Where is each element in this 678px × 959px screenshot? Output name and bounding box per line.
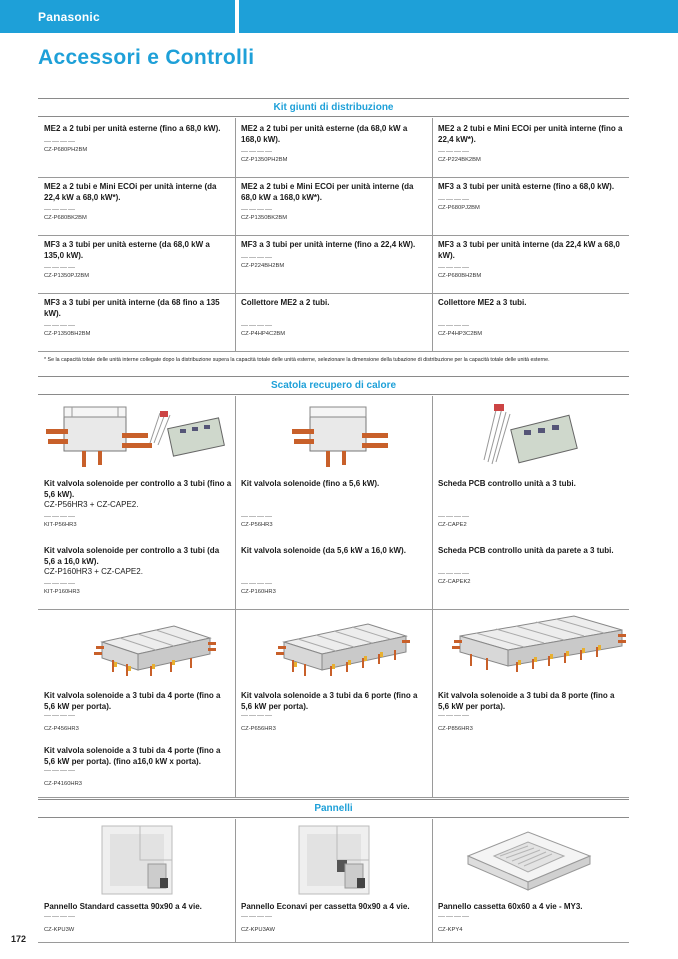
heat-item-title: Kit valvola solenoide (da 5,6 kW a 16,0 kW). [241, 546, 406, 555]
8-port-valve-kit-image [452, 614, 628, 676]
cassette-panel-image [458, 826, 598, 896]
dash-separator: ———— [44, 206, 76, 213]
kit-item-code: CZ-P4HP3C2BM [438, 330, 483, 337]
kit-item [38, 240, 235, 280]
heat-item [38, 546, 235, 596]
kit-item [235, 124, 432, 164]
heat-col-divider-2 [432, 396, 433, 798]
dash-separator: ———— [241, 579, 273, 587]
dash-separator: ———— [241, 148, 273, 155]
kit-item-title: ME2 a 2 tubi e Mini ECOi per unità interne (da 68,0 kW a 168,0 kW*). [241, 182, 414, 202]
kit-item-code: CZ-P224BH2BM [241, 262, 285, 269]
kit-item [235, 240, 432, 270]
dash-separator: ———— [44, 767, 76, 774]
kit-item [38, 298, 235, 338]
dash-separator: ———— [241, 206, 273, 213]
kit-row-divider [38, 351, 629, 352]
heat-item-code: CZ-P856HR3 [438, 726, 473, 732]
dash-separator: ———— [438, 912, 470, 920]
heat-item [38, 691, 235, 733]
heat-item-title: Kit valvola solenoide a 3 tubi da 4 porte (fino a 5,6 kW per porta). [44, 691, 221, 711]
dash-separator: ———— [438, 569, 470, 577]
heat-item-components: CZ-P160HR3 + CZ-CAPE2. [44, 567, 143, 576]
dash-separator: ———— [438, 321, 470, 329]
heat-item-title: Scheda PCB controllo unità a 3 tubi. [438, 479, 576, 488]
kit-item-code: CZ-P224BK2BM [438, 157, 481, 163]
pcb-board-image [476, 400, 586, 475]
dash-separator: ———— [44, 912, 76, 920]
heat-item-code: KIT-P160HR3 [44, 589, 80, 595]
panel-item [38, 902, 235, 934]
panel-item-title: Pannello Standard cassetta 90x90 a 4 vie. [44, 902, 202, 911]
bar-divider [235, 0, 239, 33]
panel-item-code: CZ-KPU3W [44, 926, 75, 933]
heat-item-code: CZ-P56HR3 [241, 521, 273, 528]
top-bar [0, 0, 678, 33]
page-title: Accessori e Controlli [38, 46, 255, 69]
solenoid-valve-image [290, 403, 390, 473]
heat-item [235, 479, 432, 529]
panel-item-title: Pannello Econavi per cassetta 90x90 a 4 vie. [241, 902, 410, 911]
kit-item [235, 298, 432, 338]
kit-item-title: Collettore ME2 a 3 tubi. [438, 298, 527, 307]
kit-item-title: MF3 a 3 tubi per unità interne (da 68 fino a 135 kW). [44, 298, 220, 318]
panels-section-heading: Pannelli [38, 799, 629, 818]
heat-item-title: Kit valvola solenoide a 3 tubi da 4 porte (fino a 5,6 kW per porta). (fino a16,0 kW x porta). [44, 746, 221, 766]
heat-item-title: Kit valvola solenoide per controllo a 3 tubi (fino a 5,6 kW). [44, 479, 232, 499]
dash-separator: ———— [44, 322, 76, 329]
kit-item-code: CZ-P1350BK2BM [241, 215, 288, 221]
standard-panel-image [100, 824, 174, 896]
panel-item [432, 902, 629, 934]
heat-item-code: CZ-P160HR3 [241, 588, 276, 595]
dash-separator: ———— [241, 512, 273, 520]
kit-item-code: CZ-P680BH2BM [438, 273, 482, 279]
kit-row-divider [38, 293, 629, 294]
econavi-panel-image [297, 824, 371, 896]
heat-item-title: Scheda PCB controllo unità da parete a 3 tubi. [438, 546, 614, 555]
dash-separator: ———— [241, 321, 273, 329]
kit-item-title: ME2 a 2 tubi per unità esterne (da 68,0 kW a 168,0 kW). [241, 124, 408, 144]
heat-row-divider [38, 797, 629, 798]
dash-separator: ———— [44, 580, 76, 587]
kit-item-code: CZ-P1350BH2BM [44, 331, 91, 337]
heat-item-code: CZ-P456HR3 [44, 726, 79, 732]
4-port-valve-kit-image [90, 622, 218, 678]
kit-item-code: CZ-P1350PH2BM [241, 157, 288, 163]
heat-item [235, 691, 432, 733]
solenoid-valve-kit-image [42, 403, 227, 473]
page-number: 172 [11, 934, 27, 944]
kit-item [235, 182, 432, 222]
kit-item [432, 124, 629, 164]
dash-separator: ———— [241, 712, 273, 719]
kit-item-title: ME2 a 2 tubi e Mini ECOi per unità interne (da 22,4 kW a 68,0 kW*). [44, 182, 217, 202]
heat-item-title: Kit valvola solenoide (fino a 5,6 kW). [241, 479, 380, 488]
dash-separator: ———— [241, 912, 273, 920]
dash-separator: ———— [438, 264, 470, 271]
kit-item-code: CZ-P4HP4C2BM [241, 330, 286, 337]
heat-item [38, 479, 235, 529]
heat-item-title: Kit valvola solenoide per controllo a 3 tubi (da 5,6 a 16,0 kW). [44, 546, 220, 566]
brand-logo: Panasonic [38, 10, 100, 24]
heat-item [432, 546, 629, 586]
dash-separator: ———— [438, 512, 470, 520]
kit-item-code: CZ-P680PJ2BM [438, 204, 480, 211]
panel-item-code: CZ-KPU3AW [241, 926, 275, 933]
kit-item [38, 124, 235, 154]
heat-item-title: Kit valvola solenoide a 3 tubi da 8 porte (fino a 5,6 kW per porta). [438, 691, 615, 711]
panel-item-title: Pannello cassetta 60x60 a 4 vie - MY3. [438, 902, 583, 911]
heat-section-heading: Scatola recupero di calore [38, 376, 629, 395]
kit-item-title: Collettore ME2 a 2 tubi. [241, 298, 330, 307]
kit-item [38, 182, 235, 222]
dash-separator: ———— [438, 712, 470, 719]
kit-item-code: CZ-P680BK2BM [44, 215, 87, 221]
dash-separator: ———— [44, 137, 76, 145]
kit-item-code: CZ-P1350PJ2BM [44, 273, 90, 279]
kit-item-title: ME2 a 2 tubi per unità esterne (fino a 68,0 kW). [44, 124, 221, 133]
dash-separator: ———— [241, 253, 273, 261]
heat-item-title: Kit valvola solenoide a 3 tubi da 6 porte (fino a 5,6 kW per porta). [241, 691, 418, 711]
kit-item [432, 182, 629, 212]
heat-item-code: CZ-CAPE2 [438, 521, 467, 528]
heat-item-code: KIT-P56HR3 [44, 522, 77, 528]
kit-item-title: MF3 a 3 tubi per unità interne (fino a 22,4 kW). [241, 240, 416, 249]
heat-item-code: CZ-P4160HR3 [44, 781, 83, 787]
heat-item [432, 479, 629, 529]
heat-row-divider [38, 609, 629, 610]
dash-separator: ———— [44, 264, 76, 271]
footnote: * Se la capacità totale delle unità interne collegate dopo la distribuzione supera la capacità totale delle unità esterne, selezionare la dimensione della tubazione di distribuzione per la capacità totale delle unità esterne. [44, 357, 550, 363]
panel-item-code: CZ-KPY4 [438, 926, 463, 933]
kit-item [432, 298, 629, 338]
kit-item-code: CZ-P680PH2BM [44, 146, 88, 153]
kit-item-title: MF3 a 3 tubi per unità interne (da 22,4 kW a 68,0 kW). [438, 240, 620, 260]
heat-item [235, 546, 432, 596]
heat-item-code: CZ-P656HR3 [241, 726, 276, 732]
6-port-valve-kit-image [276, 620, 410, 678]
kit-item-title: ME2 a 2 tubi e Mini ECOi per unità interne (fino a 22,4 kW*). [438, 124, 623, 144]
kit-item-title: MF3 a 3 tubi per unità esterne (fino a 68,0 kW). [438, 182, 615, 191]
heat-item [38, 746, 235, 788]
kit-item [432, 240, 629, 280]
heat-item-components: CZ-P56HR3 + CZ-CAPE2. [44, 500, 139, 509]
dash-separator: ———— [44, 513, 76, 520]
heat-col-divider-1 [235, 396, 236, 798]
dash-separator: ———— [44, 712, 76, 719]
heat-item-code: CZ-CAPEK2 [438, 578, 471, 585]
panels-bottom-rule [38, 942, 629, 943]
panel-item [235, 902, 432, 934]
dash-separator: ———— [438, 195, 470, 203]
heat-item [432, 691, 629, 733]
kit-row-divider [38, 177, 629, 178]
dash-separator: ———— [438, 148, 470, 155]
kit-item-title: MF3 a 3 tubi per unità esterne (da 68,0 kW a 135,0 kW). [44, 240, 210, 260]
kit-section-heading: Kit giunti di distribuzione [38, 98, 629, 117]
kit-row-divider [38, 235, 629, 236]
